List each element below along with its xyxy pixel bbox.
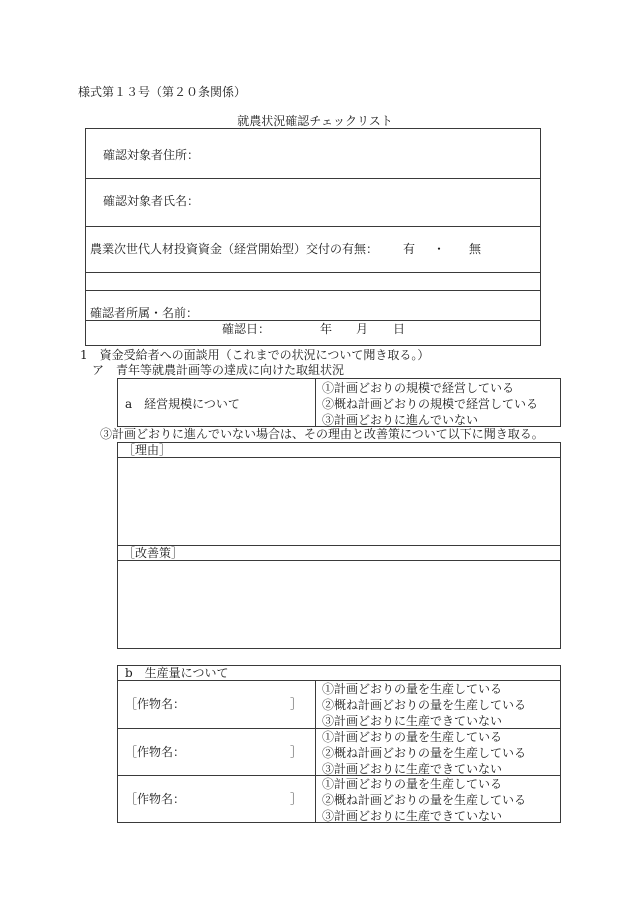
production-option-3: ③計画どおりに生産できていない: [322, 762, 503, 776]
header-box: [85, 128, 541, 346]
production-row: [118, 728, 560, 775]
address-label: 確認対象者住所：: [103, 148, 200, 162]
date-month-label: 月: [356, 322, 369, 336]
form-title: 就農状況確認チェックリスト: [237, 114, 393, 128]
production-option-2: ②概ね計画どおりの量を生産している: [322, 793, 527, 807]
date-label: 確認日：: [222, 322, 271, 336]
scale-option-3: ③計画どおりに進んでいない: [322, 413, 479, 427]
grant-no-option: 無: [469, 242, 482, 256]
divider-line: [118, 560, 560, 561]
production-row: [118, 680, 560, 728]
scale-label: a 経営規模について: [125, 397, 240, 411]
production-option-2: ②概ね計画どおりの量を生産している: [322, 746, 527, 760]
form-number: 様式第１３号（第２０条関係）: [78, 85, 247, 99]
divider-line: [86, 290, 540, 291]
section-1-heading: 1 資金受給者への面談用（これまでの状況について聞き取る。）: [80, 348, 430, 362]
crop-name-close: ］: [290, 745, 303, 759]
scale-option-1: ①計画どおりの規模で経営している: [322, 381, 515, 395]
checker-label: 確認者所属・名前：: [90, 306, 199, 320]
reason-label: ［理由］: [123, 443, 172, 457]
production-option-1: ①計画どおりの量を生産している: [322, 730, 503, 744]
section-1-subheading: ア 青年等就農計画等の達成に向けた取組状況: [92, 363, 345, 377]
crop-name-label: ［作物名：: [125, 697, 186, 711]
production-option-3: ③計画どおりに生産できていない: [322, 809, 503, 823]
divider-line: [118, 545, 560, 546]
production-option-1: ①計画どおりの量を生産している: [322, 682, 503, 696]
crop-name-close: ］: [290, 792, 303, 806]
grant-separator: ・: [433, 242, 446, 256]
production-table: [117, 665, 561, 823]
scale-option-2: ②概ね計画どおりの規模で経営している: [322, 397, 539, 411]
production-option-3: ③計画どおりに生産できていない: [322, 714, 503, 728]
date-day-label: 日: [393, 322, 406, 336]
divider-line: [86, 226, 540, 227]
divider-line: [86, 272, 540, 273]
divider-line: [118, 457, 560, 458]
column-divider: [315, 379, 316, 426]
divider-line: [86, 178, 540, 179]
reason-improvement-box: [117, 442, 561, 649]
grant-yes-option: 有: [403, 242, 416, 256]
improvement-label: ［改善策］: [123, 546, 184, 560]
name-label: 確認対象者氏名：: [103, 194, 200, 208]
crop-name-label: ［作物名：: [125, 792, 186, 806]
production-option-1: ①計画どおりの量を生産している: [322, 777, 503, 791]
followup-note: ③計画どおりに進んでいない場合は、その理由と改善策について以下に聞き取る。: [100, 427, 544, 441]
grant-label: 農業次世代人材投資資金（経営開始型）交付の有無：: [90, 242, 379, 256]
crop-name-label: ［作物名：: [125, 745, 186, 759]
crop-name-close: ］: [290, 697, 303, 711]
date-year-label: 年: [320, 322, 333, 336]
production-option-2: ②概ね計画どおりの量を生産している: [322, 698, 527, 712]
divider-line: [86, 320, 540, 321]
scale-table: [117, 378, 561, 427]
production-label: b 生産量について: [125, 666, 229, 680]
production-row: [118, 775, 560, 822]
